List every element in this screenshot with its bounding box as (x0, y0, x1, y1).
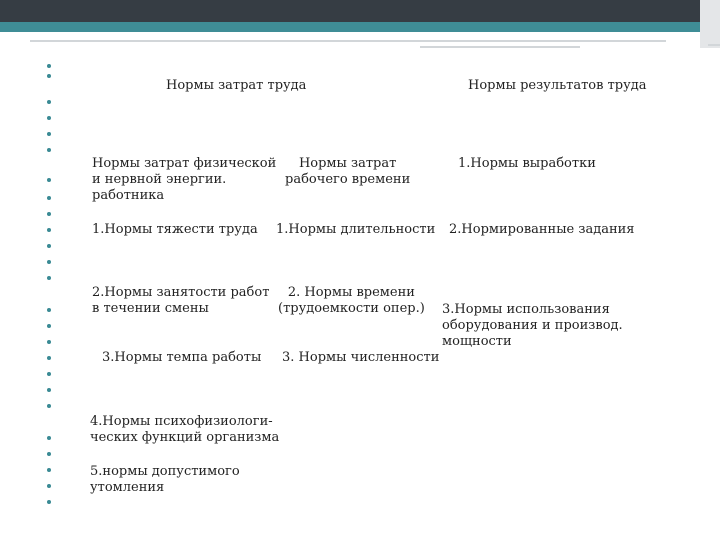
slide-accent-bar (0, 22, 700, 32)
bullet-dot (47, 452, 51, 456)
bullet-dot (47, 64, 51, 68)
bullet-dot (47, 178, 51, 182)
bullet-dot (47, 196, 51, 200)
bullet-dot (47, 132, 51, 136)
header-labor-result-norms: Нормы результатов труда (468, 78, 647, 93)
bullet-dot (47, 356, 51, 360)
bullet-dot (47, 500, 51, 504)
bullet-dot (47, 100, 51, 104)
bullet-dot (47, 228, 51, 232)
worktime-norms-title: Нормы затрат рабочего времени (285, 156, 411, 187)
bullet-dot (47, 260, 51, 264)
result-norm-item: 2.Нормированные задания (449, 222, 635, 237)
bullet-dot (47, 468, 51, 472)
physical-norm-item: 2.Нормы занятости работ в течении смены (92, 285, 270, 316)
bullet-dot (47, 484, 51, 488)
worktime-norm-item: 2. Нормы времени (трудоемкости опер.) (278, 285, 425, 316)
bullet-dot (47, 276, 51, 280)
bullet-dot (47, 388, 51, 392)
physical-norm-item: 4.Нормы психофизиологи- ческих функций организма (90, 414, 280, 445)
physical-norm-item: 5.нормы допустимого утомления (90, 464, 240, 495)
bullet-dot (47, 116, 51, 120)
output-norms-item: 1.Нормы выработки (458, 156, 596, 171)
bullet-dot (47, 244, 51, 248)
bullet-dot (47, 212, 51, 216)
slide-top-bar (0, 0, 700, 22)
bullet-dot (47, 372, 51, 376)
bullet-dot (47, 404, 51, 408)
worktime-norm-item: 3. Нормы численности (282, 350, 440, 365)
physical-norm-item: 1.Нормы тяжести труда (92, 222, 258, 237)
decorative-line (420, 46, 580, 48)
bullet-dot (47, 74, 51, 78)
bullet-dot (47, 340, 51, 344)
bullet-dot (47, 148, 51, 152)
slide-side-strip (700, 0, 720, 48)
decorative-line (708, 44, 720, 46)
bullet-dot (47, 324, 51, 328)
decorative-line (30, 40, 666, 42)
result-norm-item: 3.Нормы использования оборудования и производ. мощности (442, 302, 623, 349)
header-labor-cost-norms: Нормы затрат труда (166, 78, 307, 93)
physical-energy-norms-title: Нормы затрат физической и нервной энергии. работника (92, 156, 277, 203)
bullet-dot (47, 436, 51, 440)
worktime-norm-item: 1.Нормы длительности (276, 222, 436, 237)
physical-norm-item: 3.Нормы темпа работы (102, 350, 262, 365)
bullet-dot (47, 308, 51, 312)
